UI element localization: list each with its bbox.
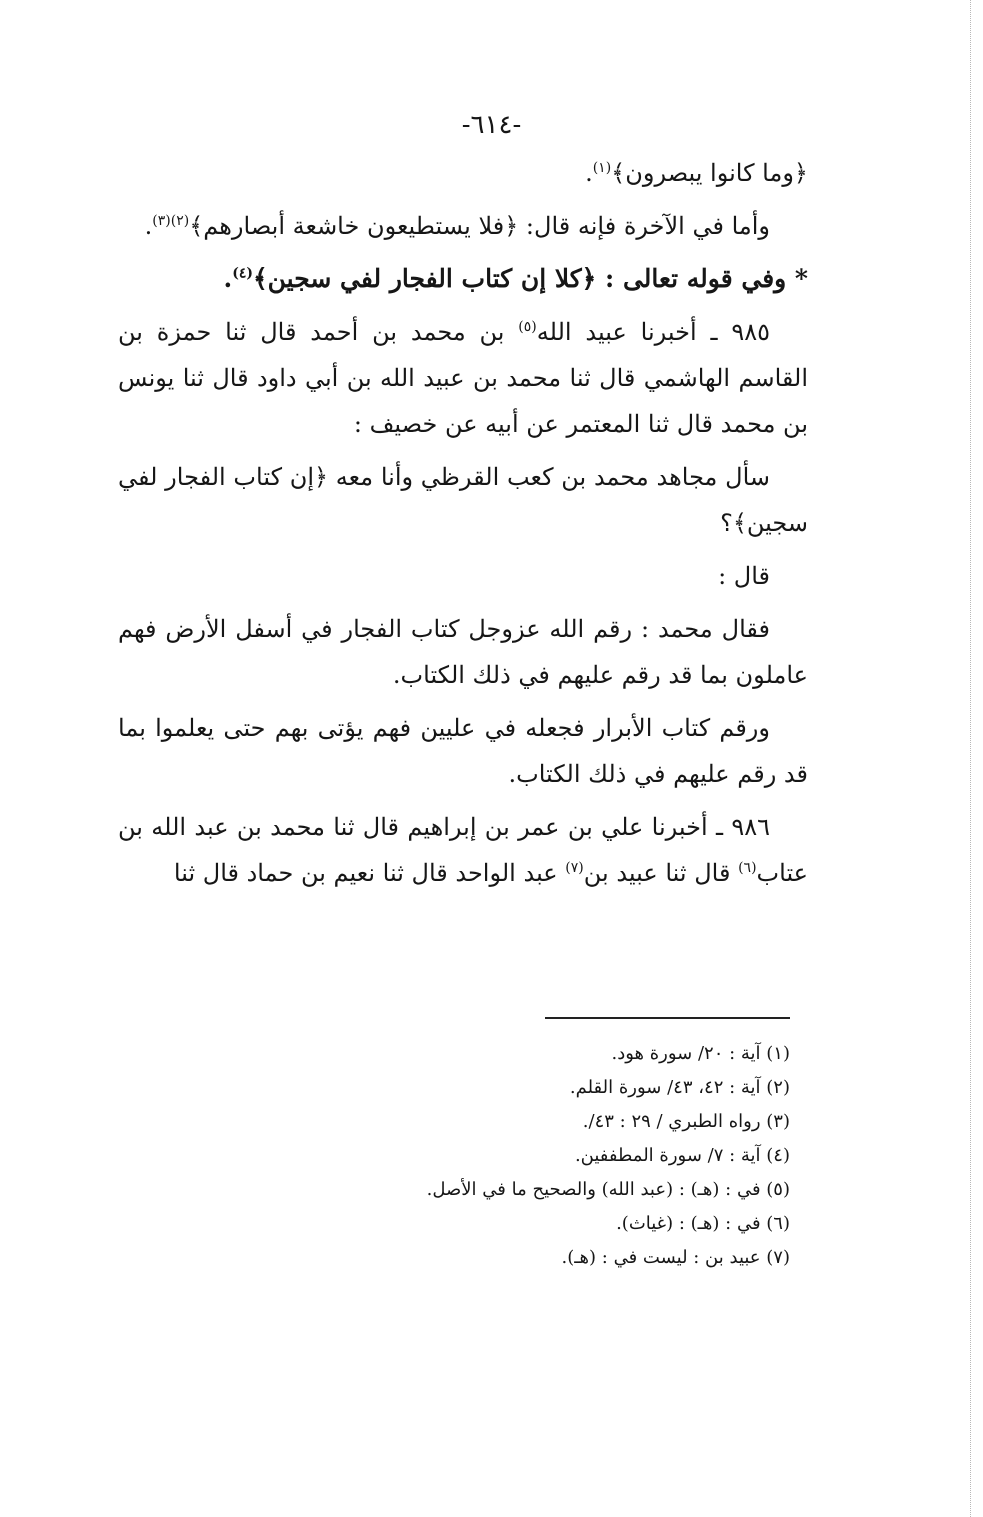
section-heading (118, 256, 808, 302)
page-number: -٦١٤- (461, 110, 522, 140)
narration-986-text-a: ٩٨٦ ـ أخبرنا علي بن عمر بن إبراهيم قال ثنا محمد بن عبد الله بن عتاب (118, 813, 808, 887)
footnote-ref-7: (٧) (565, 860, 584, 876)
narration-985-text-a: ٩٨٥ ـ أخبرنا عبيد الله (536, 318, 770, 346)
paragraph-1-text: ﴿وما كانوا يبصرون﴾ (611, 159, 808, 187)
paragraph-2-text: وأما في الآخرة فإنه قال: ﴿فلا يستطيعون خاشعة أبصارهم﴾ (189, 212, 770, 240)
footnote-ref-4: (٤) (232, 265, 253, 282)
paragraph-1-end: . (585, 159, 593, 187)
footnote-separator (545, 1017, 790, 1019)
section-heading-text: * وفي قوله تعالى : ﴿كلا إن كتاب الفجار لفي سجين﴾ (253, 264, 808, 293)
footnote-ref-1: (١) (592, 160, 612, 176)
footnote-ref-2-3: (٢)(٣) (152, 213, 190, 229)
footnote-6: (٦) في : (هـ) : (غياث). (616, 1213, 790, 1234)
paragraph-qala: قال : (718, 562, 770, 590)
paragraph-answer: فقال محمد : رقم الله عزوجل كتاب الفجار في أسفل الأرض فهم عاملون بما قد رقم عليهم في ذلك الكتاب. (118, 615, 808, 689)
paragraph-question: سأل مجاهد محمد بن كعب القرظي وأنا معه ﴿إن كتاب الفجار لفي سجين﴾؟ (118, 463, 808, 537)
paragraph-1 (118, 150, 808, 196)
footnote-ref-5: (٥) (518, 319, 537, 335)
narration-986 (118, 804, 808, 896)
paragraph-2 (118, 203, 808, 249)
footnote-5: (٥) في : (هـ) : (عبد الله) والصحيح ما في الأصل. (426, 1179, 790, 1200)
section-heading-end: . (223, 264, 233, 293)
narration-986-text-b: قال ثنا عبيد بن (583, 859, 739, 887)
narration-986-text-c: عبد الواحد قال ثنا نعيم بن حماد قال ثنا (173, 859, 566, 887)
page-edge-rule (970, 0, 971, 1517)
footnote-7: (٧) عبيد بن : ليست في : (هـ). (561, 1247, 790, 1268)
body-text (118, 150, 808, 903)
narration-985-text-b: بن محمد بن أحمد قال ثنا حمزة بن القاسم الهاشمي قال ثنا محمد بن عبيد الله بن أبي داود قال ثنا يونس بن محمد قال ثنا المعتمر عن أبيه عن خصيف : (118, 318, 808, 438)
footnotes (300, 1037, 790, 1275)
footnote-ref-6: (٦) (738, 860, 757, 876)
paragraph-abrar: ورقم كتاب الأبرار فجعله في عليين فهم يؤتى بهم حتى يعلموا بما قد رقم عليهم في ذلك الكتاب. (118, 714, 808, 788)
footnote-2: (٢) آية : ٤٢، ٤٣/ سورة القلم. (569, 1077, 790, 1098)
footnote-1: (١) آية : ٢٠/ سورة هود. (611, 1043, 790, 1064)
paragraph-2-end: . (144, 212, 153, 240)
footnote-3: (٣) رواه الطبري / ٢٩ : ٤٣/. (582, 1111, 790, 1132)
narration-985 (118, 309, 808, 447)
footnote-4: (٤) آية : ٧/ سورة المطففين. (574, 1145, 790, 1166)
